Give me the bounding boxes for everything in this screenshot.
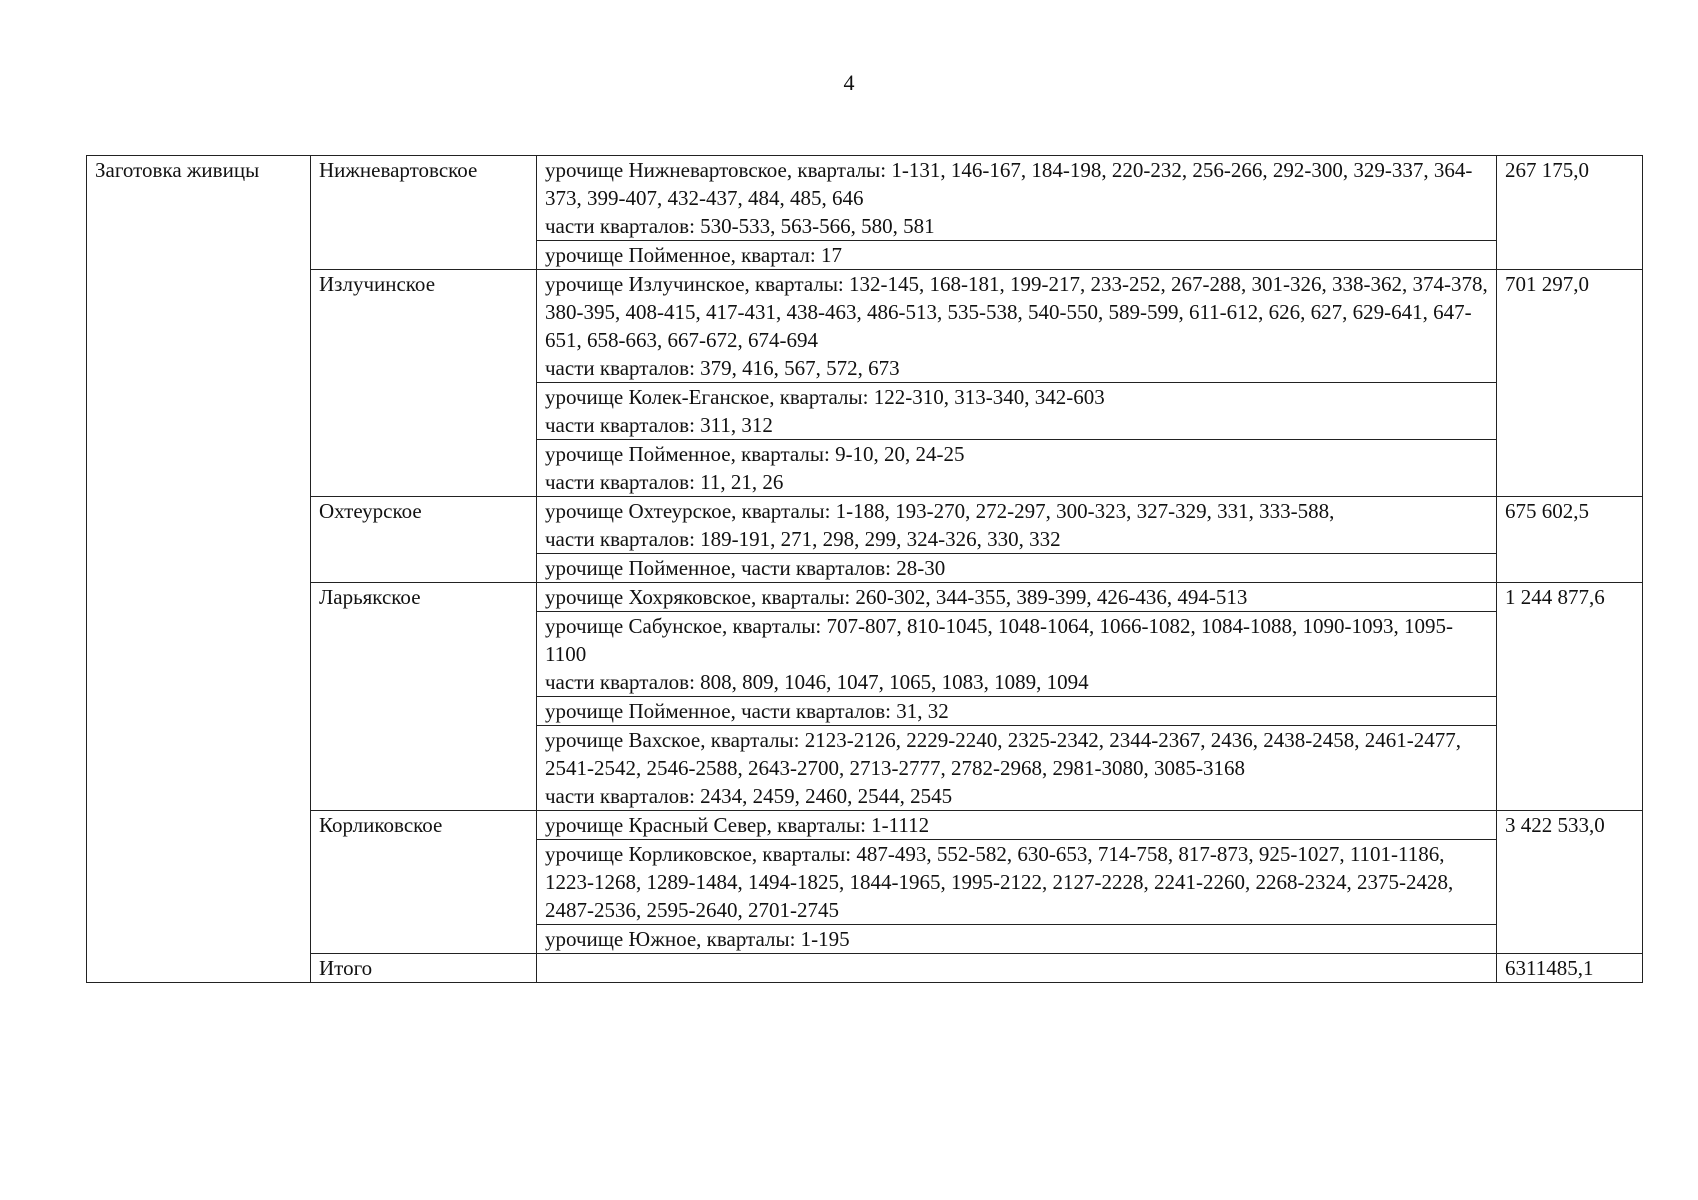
total-empty-cell bbox=[537, 954, 1497, 983]
location-cell bbox=[537, 383, 1497, 440]
location-cell bbox=[537, 840, 1497, 925]
total-value: 6311485,1 bbox=[1497, 954, 1643, 983]
area-value: 701 297,0 bbox=[1497, 270, 1643, 497]
table-row bbox=[87, 583, 1643, 612]
location-cell bbox=[537, 497, 1497, 554]
location-line: урочище Пойменное, части кварталов: 31, 32 bbox=[545, 699, 949, 723]
location-line: части кварталов: 530-533, 563-566, 580, 581 bbox=[545, 214, 935, 238]
location-cell bbox=[537, 697, 1497, 726]
table-row bbox=[87, 497, 1643, 554]
location-line: урочище Красный Север, кварталы: 1-1112 bbox=[545, 813, 930, 837]
location-cell bbox=[537, 583, 1497, 612]
location-line: урочище Хохряковское, кварталы: 260-302, 344-355, 389-399, 426-436, 494-513 bbox=[545, 585, 1248, 609]
page-number: 4 bbox=[843, 70, 855, 95]
area-value: 267 175,0 bbox=[1497, 156, 1643, 270]
location-cell bbox=[537, 440, 1497, 497]
location-line: урочище Колек-Еганское, кварталы: 122-310, 313-340, 342-603 bbox=[545, 385, 1105, 409]
location-line: урочище Южное, кварталы: 1-195 bbox=[545, 927, 850, 951]
location-line: урочище Корликовское, кварталы: 487-493, 552-582, 630-653, 714-758, 817-873, 925-1027, 1101-1186, 1223-1268, 1289-1484, 1494-1825, 1844-1965, 1995-2122, 2127-2228, 2241-2260, 2268-2324, 2375-2428, 2487-2536, 2595-2640, 2701-2745 bbox=[545, 842, 1454, 922]
location-cell bbox=[537, 554, 1497, 583]
activity-cell: Заготовка живицы bbox=[87, 156, 311, 983]
location-cell bbox=[537, 726, 1497, 811]
location-line: части кварталов: 11, 21, 26 bbox=[545, 470, 784, 494]
total-label: Итого bbox=[311, 954, 537, 983]
district-name: Охтеурское bbox=[311, 497, 537, 583]
total-row bbox=[87, 954, 1643, 983]
location-line: урочище Пойменное, кварталы: 9-10, 20, 24-25 bbox=[545, 442, 965, 466]
forest-areas-table bbox=[86, 155, 1643, 983]
location-cell bbox=[537, 811, 1497, 840]
location-line: части кварталов: 2434, 2459, 2460, 2544, 2545 bbox=[545, 784, 953, 808]
location-line: урочище Вахское, кварталы: 2123-2126, 2229-2240, 2325-2342, 2344-2367, 2436, 2438-2458, 2461-2477, 2541-2542, 2546-2588, 2643-2700, 2713-2777, 2782-2968, 2981-3080, 3085-3168 bbox=[545, 728, 1461, 780]
location-line: урочище Охтеурское, кварталы: 1-188, 193-270, 272-297, 300-323, 327-329, 331, 333-588, bbox=[545, 499, 1335, 523]
district-name: Излучинское bbox=[311, 270, 537, 497]
table-row bbox=[87, 811, 1643, 840]
location-line: урочище Излучинское, кварталы: 132-145, 168-181, 199-217, 233-252, 267-288, 301-326, 338-362, 374-378, 380-395, 408-415, 417-431, 438-463, 486-513, 535-538, 540-550, 589-599, 611-612, 626, 627, 629-641, 647-651, 658-663, 667-672, 674-694 bbox=[545, 272, 1488, 352]
location-line: урочище Пойменное, квартал: 17 bbox=[545, 243, 842, 267]
district-name: Нижневартовское bbox=[311, 156, 537, 270]
location-cell bbox=[537, 925, 1497, 954]
area-value: 675 602,5 bbox=[1497, 497, 1643, 583]
area-value: 3 422 533,0 bbox=[1497, 811, 1643, 954]
table-row bbox=[87, 156, 1643, 241]
location-line: урочище Сабунское, кварталы: 707-807, 810-1045, 1048-1064, 1066-1082, 1084-1088, 1090-1093, 1095-1100 bbox=[545, 614, 1453, 666]
district-name: Корликовское bbox=[311, 811, 537, 954]
location-cell bbox=[537, 241, 1497, 270]
table-row bbox=[87, 270, 1643, 383]
location-line: части кварталов: 808, 809, 1046, 1047, 1065, 1083, 1089, 1094 bbox=[545, 670, 1089, 694]
location-cell bbox=[537, 156, 1497, 241]
location-line: части кварталов: 189-191, 271, 298, 299, 324-326, 330, 332 bbox=[545, 527, 1061, 551]
district-name: Ларьякское bbox=[311, 583, 537, 811]
location-line: части кварталов: 311, 312 bbox=[545, 413, 773, 437]
location-cell bbox=[537, 270, 1497, 383]
location-line: урочище Пойменное, части кварталов: 28-30 bbox=[545, 556, 946, 580]
location-line: части кварталов: 379, 416, 567, 572, 673 bbox=[545, 356, 900, 380]
location-line: урочище Нижневартовское, кварталы: 1-131, 146-167, 184-198, 220-232, 256-266, 292-300, 329-337, 364-373, 399-407, 432-437, 484, 485, 646 bbox=[545, 158, 1473, 210]
location-cell bbox=[537, 612, 1497, 697]
area-value: 1 244 877,6 bbox=[1497, 583, 1643, 811]
